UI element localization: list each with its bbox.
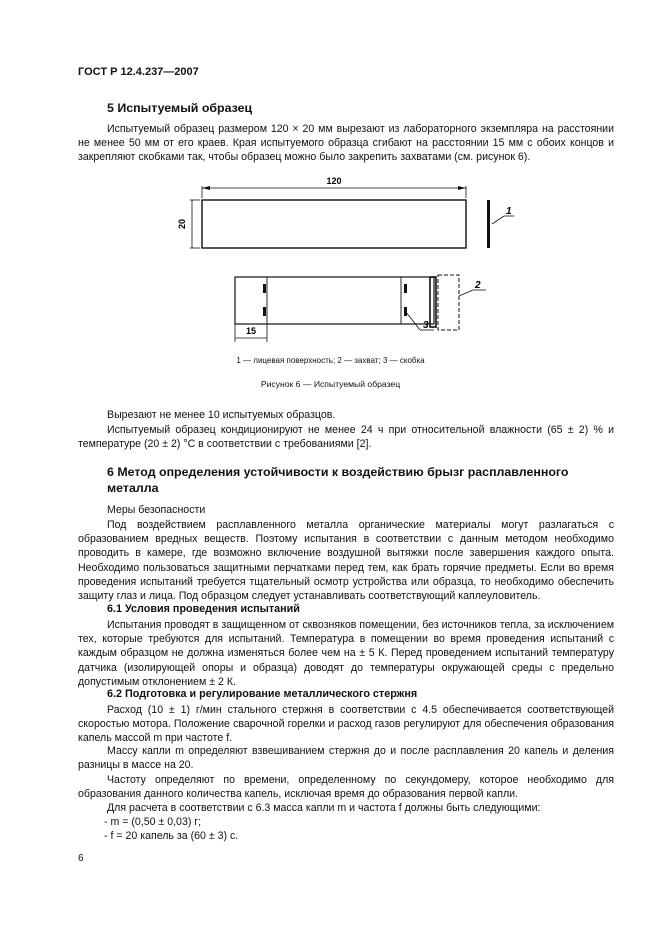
figure-6-legend: 1 — лицевая поверхность; 2 — захват; 3 — скобка (236, 356, 425, 365)
folded-end-strip (430, 277, 436, 327)
section-5-paragraph-3: Испытуемый образец кондиционируют не менее 24 ч при относительной влажности (65 ± 2) % и температуре (20 ± 2) °С в соответствии с требованиями [2]. (78, 424, 614, 451)
figure-6-caption: Рисунок 6 — Испытуемый образец (260, 379, 401, 389)
label-2: 2 (475, 280, 481, 291)
grip-dashed-rect (438, 275, 459, 330)
dim-width-label: 120 (326, 176, 342, 186)
safety-text: Под воздействием расплавленного металла органические материалы могут разлагаться с образованием вредных веществ. Поэтому испытания в соответствии с данным методом необходимо проводить в камере, где возможно включение воздушной вытяжки после завершения каждого опыта. Необходимо пользоваться защитными перчатками перед тем, как брать горячие предметы. Если во время проведения испытаний требуется тщательный осмотр устройства или образца, то необходимо обеспечить защиту глаз и лица. Под образцом следует устанавливать соответствующий каплеуловитель. (78, 519, 614, 603)
page-number: 6 (78, 853, 84, 864)
subsection-6-2-title: 6.2 Подготовка и регулирование металлического стержня (107, 688, 418, 700)
leader-1 (492, 216, 504, 224)
leader-3 (406, 312, 420, 330)
dim-arrow-right (458, 186, 466, 190)
leader-2 (459, 290, 473, 296)
subsection-6-1-title: 6.1 Условия проведения испытаний (107, 603, 300, 615)
safety-heading: Меры безопасности (107, 504, 206, 516)
section-5-title: 5 Испытуемый образец (107, 101, 253, 115)
subsection-6-2-paragraph-3: Частоту определяют по времени, определенному по секундомеру, которое необходимо для образования данного количества капель, исключая время до образования первой капли. (78, 774, 614, 801)
subsection-6-2-paragraph-1: Расход (10 ± 1) г/мин стального стержня в соответствии с 4.5 обеспечивается соответствующей скоростью мотора. Положение сварочной горелки и расход газов регулируют для обеспечения образования капель массой m при частоте f. (78, 704, 614, 745)
section-5-paragraph-1: Испытуемый образец размером 120 × 20 мм вырезают из лабораторного экземпляра на расстоянии не менее 50 мм от его краев. Края испытуемого образца сгибают на расстоянии 15 мм с обоих концов и закрепляют скобками так, чтобы образец можно было закрепить захватами (см. рисунок 6). (78, 123, 614, 164)
document-header: ГОСТ Р 12.4.237—2007 (78, 66, 199, 78)
specimen-side-view (487, 200, 490, 248)
dim-arrow-left (202, 186, 210, 190)
list-item-frequency: - f = 20 капель за (60 ± 3) с. (104, 830, 239, 842)
subsection-6-2-paragraph-2: Массу капли m определяют взвешиванием стержня до и после расплавления 20 капель и деления разницы в массе на 20. (78, 745, 614, 772)
specimen-face-rect (202, 200, 466, 248)
figure-6-drawing (170, 172, 520, 342)
staple-left-top (263, 284, 266, 293)
label-3: 3 (423, 320, 429, 331)
dim-fold-label: 15 (245, 326, 257, 336)
section-6-title-line-2: металла (107, 481, 159, 495)
subsection-6-1-text: Испытания проводят в защищенном от сквозняков помещении, без источников тепла, за исключением тех, которые требуются для испытаний. Температура в помещении во время проведения испытаний с каждым образцом не должна изменяться более чем на ± 5 К. Перед проведением испытаний температуру датчика (изолирующей опоры и образца) доводят до температуры окружающей среды с предельно допустимым отклонением ± 2 К. (78, 619, 614, 688)
section-5-paragraph-2: Вырезают не менее 10 испытуемых образцов. (107, 409, 336, 421)
staple-left-bottom (263, 307, 266, 316)
staple-right-bottom (404, 307, 407, 316)
section-6-title-line-1: 6 Метод определения устойчивости к воздействию брызг расплавленного (107, 465, 569, 479)
label-1: 1 (506, 206, 512, 217)
staple-right-top (404, 284, 407, 293)
dim-height-label: 20 (177, 218, 187, 230)
list-item-mass: - m = (0,50 ± 0,03) г; (104, 816, 202, 828)
subsection-6-2-paragraph-4: Для расчета в соответствии с 6.3 масса капли m и частота f должны быть следующими: (107, 802, 541, 814)
